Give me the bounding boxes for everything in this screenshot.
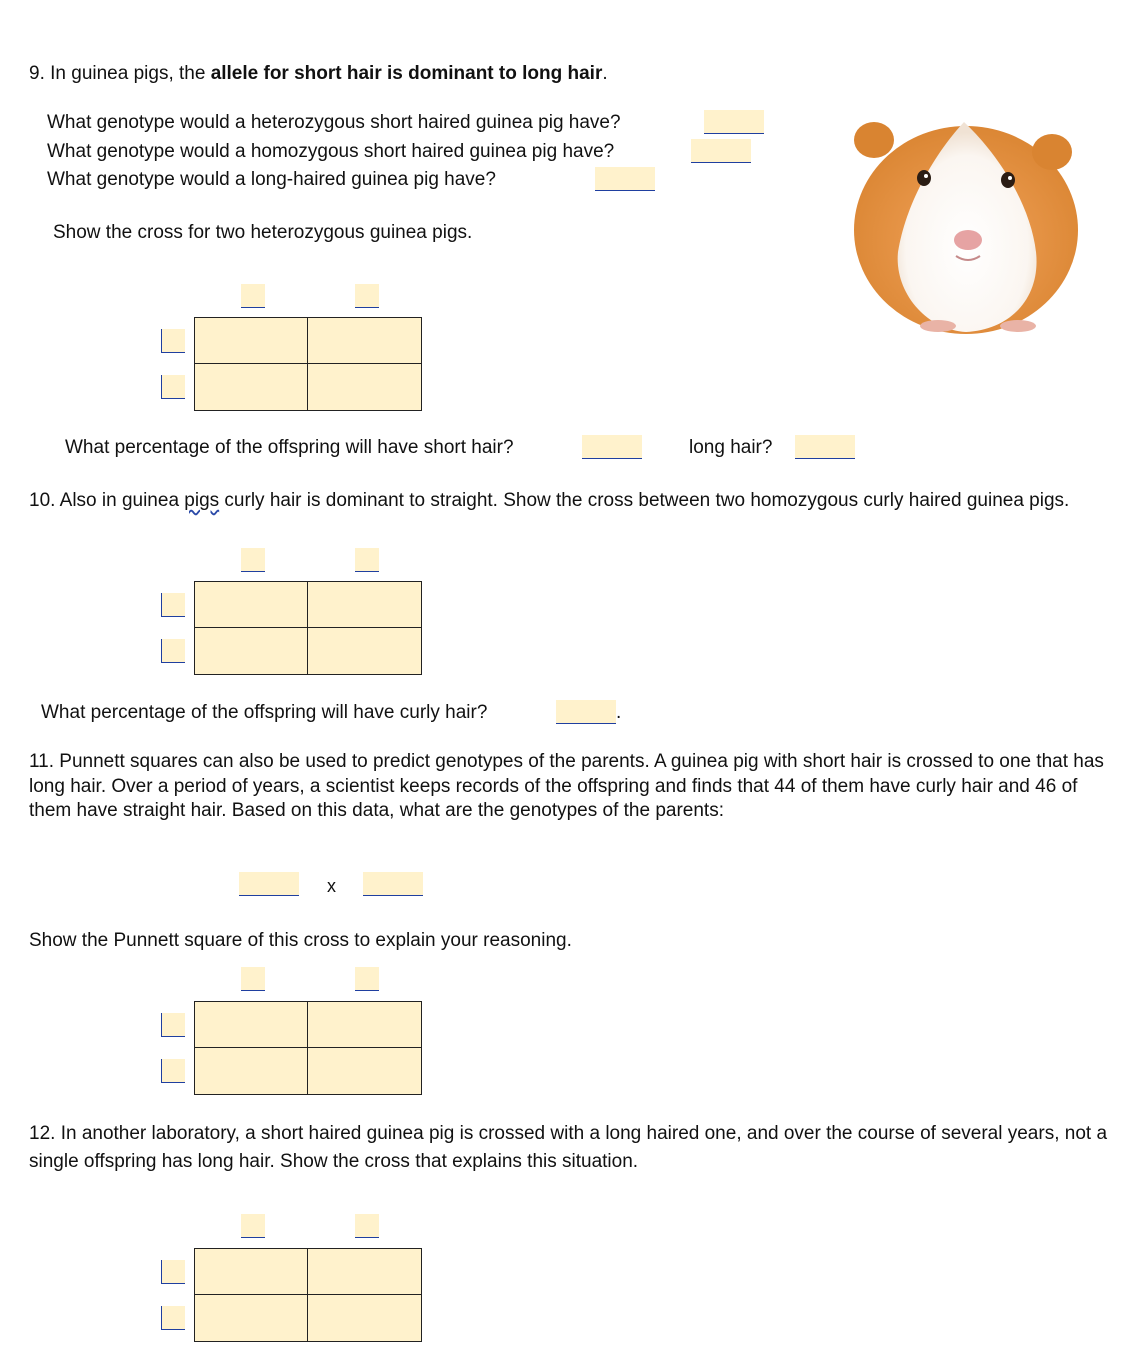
- q10-spellcheck-word: pigs: [184, 490, 220, 511]
- q12-punnett-cell[interactable]: [195, 1295, 308, 1341]
- question-9-intro: [29, 62, 608, 86]
- q12-punnett-cell[interactable]: [195, 1249, 308, 1295]
- q10-punnett-top-allele-2[interactable]: [355, 548, 379, 572]
- q9-intro-text: 9. In guinea pigs, the: [29, 63, 211, 84]
- q9-punnett-side-allele-2[interactable]: [161, 375, 185, 399]
- q11-punnett-side-allele-1[interactable]: [161, 1013, 185, 1037]
- q9-percent-short-field[interactable]: [582, 435, 642, 459]
- q12-punnett-side-allele-2[interactable]: [161, 1306, 185, 1330]
- q9-heterozygous-question: What genotype would a heterozygous short haired guinea pig have?: [47, 112, 621, 133]
- q9-punnett-cell[interactable]: [308, 318, 421, 364]
- q10-punnett-cell[interactable]: [308, 628, 421, 674]
- q12-punnett-side-allele-1[interactable]: [161, 1260, 185, 1284]
- q9-intro-bold: allele for short hair is dominant to long hair: [210, 63, 603, 84]
- q10-text-b: curly hair is dominant to straight. Show the cross between two homozygous curly haired guinea pigs.: [219, 490, 1070, 511]
- q10-percent-curly-field[interactable]: [556, 700, 616, 724]
- q9-punnett-grid: [194, 317, 422, 411]
- q9-punnett-cell[interactable]: [195, 364, 308, 410]
- q9-punnett-top-allele-2[interactable]: [355, 284, 379, 308]
- q11-punnett-cell[interactable]: [195, 1048, 308, 1094]
- q9-homozygous-question: What genotype would a homozygous short haired guinea pig have?: [47, 141, 615, 162]
- q9-punnett-top-allele-1[interactable]: [241, 284, 265, 308]
- q12-punnett-grid: [194, 1248, 422, 1342]
- q9-intro-suffix: .: [602, 63, 608, 84]
- q11-punnett-top-allele-2[interactable]: [355, 967, 379, 991]
- q11-show-prompt: Show the Punnett square of this cross to explain your reasoning.: [29, 930, 572, 951]
- q12-punnett-cell[interactable]: [308, 1249, 421, 1295]
- q12-punnett-top-allele-1[interactable]: [241, 1214, 265, 1238]
- q9-percent-long-field[interactable]: [795, 435, 855, 459]
- q10-percent-curly-question: What percentage of the offspring will have curly hair?: [41, 702, 488, 723]
- question-10-text: [29, 489, 1119, 514]
- q11-punnett-cell[interactable]: [308, 1048, 421, 1094]
- q10-punnett-grid: [194, 581, 422, 675]
- q9-homozygous-answer-field[interactable]: [691, 139, 751, 163]
- q11-parent-2-genotype-field[interactable]: [363, 872, 423, 896]
- q11-cross-symbol: x: [327, 876, 336, 896]
- q9-longhair-question: What genotype would a long-haired guinea pig have?: [47, 169, 496, 190]
- q9-punnett-cell[interactable]: [308, 364, 421, 410]
- q10-punnett-side-allele-1[interactable]: [161, 593, 185, 617]
- q10-punnett-cell[interactable]: [195, 628, 308, 674]
- question-11-text: 11. Punnett squares can also be used to predict genotypes of the parents. A guinea pig with short hair is crossed to one that has long hair. Over a period of years, a scientist keeps records of the offspring and finds that 44 of them have curly hair and 46 of them have straight hair. Based on this data, what are the genotypes of the parents:: [29, 751, 1104, 821]
- q10-punnett-side-allele-2[interactable]: [161, 639, 185, 663]
- question-12-text: 12. In another laboratory, a short haired guinea pig is crossed with a long haired one, and over the course of several years, not a single offspring has long hair. Show the cross that explains this situation.: [29, 1123, 1108, 1172]
- q10-punnett-top-allele-1[interactable]: [241, 548, 265, 572]
- q10-punnett-cell[interactable]: [308, 582, 421, 628]
- q9-longhair-answer-field[interactable]: [595, 167, 655, 191]
- q10-text-a: 10. Also in guinea: [29, 490, 185, 511]
- q11-punnett-cell[interactable]: [195, 1002, 308, 1048]
- q9-percent-long-question: long hair?: [689, 437, 773, 458]
- q12-punnett-cell[interactable]: [308, 1295, 421, 1341]
- q9-punnett-side-allele-1[interactable]: [161, 329, 185, 353]
- q9-percent-short-question: What percentage of the offspring will have short hair?: [65, 437, 514, 458]
- q9-cross-prompt: Show the cross for two heterozygous guinea pigs.: [53, 222, 473, 243]
- q11-parent-1-genotype-field[interactable]: [239, 872, 299, 896]
- q10-punnett-cell[interactable]: [195, 582, 308, 628]
- guinea-pig-image: [846, 92, 1078, 334]
- q9-heterozygous-answer-field[interactable]: [704, 110, 764, 134]
- q9-punnett-cell[interactable]: [195, 318, 308, 364]
- q11-punnett-top-allele-1[interactable]: [241, 967, 265, 991]
- q11-punnett-cell[interactable]: [308, 1002, 421, 1048]
- q12-punnett-top-allele-2[interactable]: [355, 1214, 379, 1238]
- q11-punnett-side-allele-2[interactable]: [161, 1059, 185, 1083]
- q10-period: .: [616, 702, 622, 723]
- q11-punnett-grid: [194, 1001, 422, 1095]
